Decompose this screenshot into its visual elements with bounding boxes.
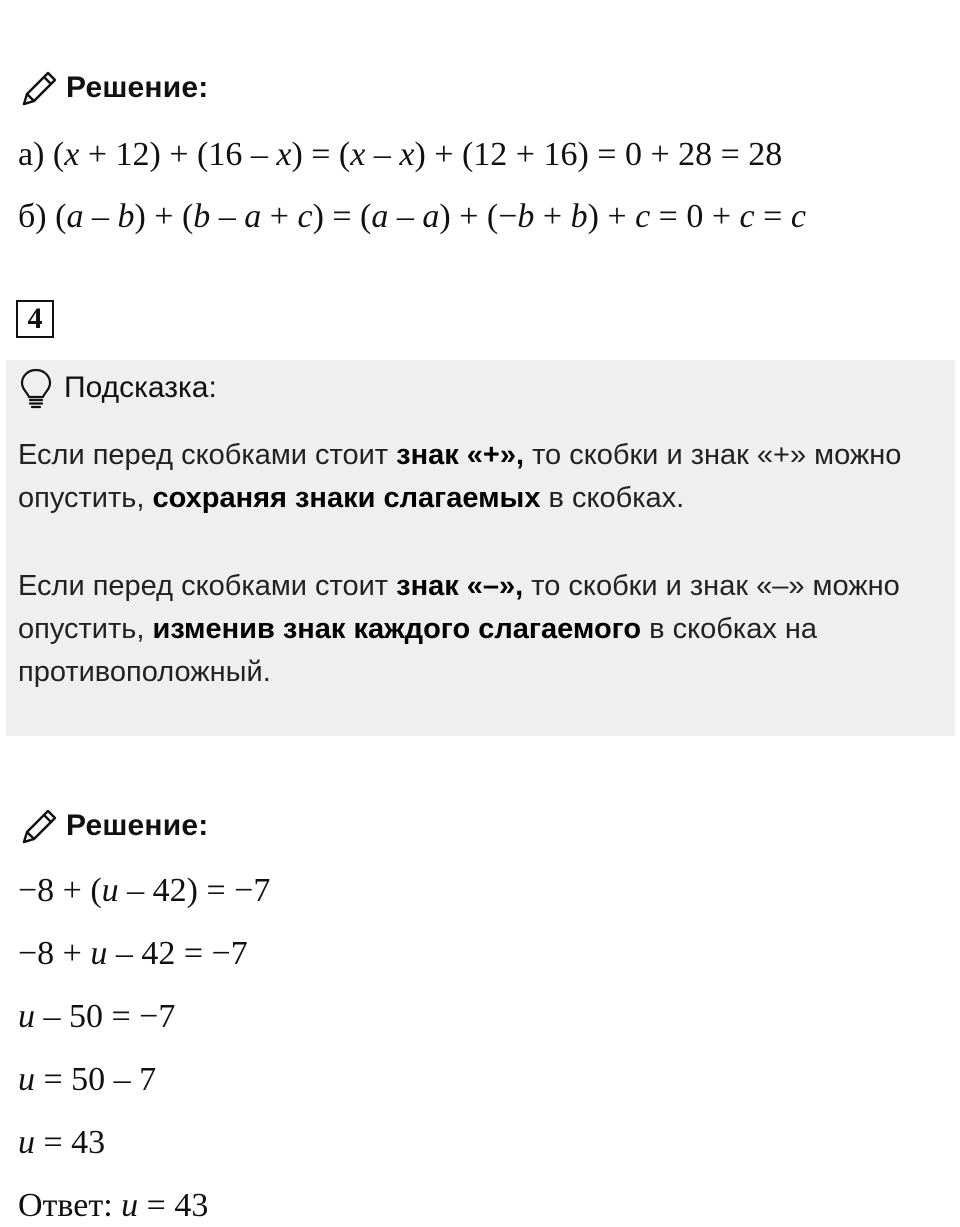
solution-line-a: а) (x + 12) + (16 – x) = (x – x) + (12 + 16) = 0 + 28 = 28 (18, 136, 783, 173)
equation-step-5: u = 43 (18, 1124, 106, 1161)
lightbulb-icon (18, 366, 54, 410)
equation-step-4: u = 50 – 7 (18, 1061, 157, 1098)
hint-paragraph-1: Если перед скобками стоит знак «+», то скобки и знак «+» можно опустить, сохраняя знаки слагаемых в скобках. (18, 439, 902, 514)
hint-heading-label: Подсказка: (64, 371, 217, 404)
answer-line: Ответ: u = 43 (18, 1187, 209, 1224)
equation-step-1: −8 + (u – 42) = −7 (18, 872, 271, 909)
task-number-badge: 4 (16, 300, 54, 338)
equation-step-3: u – 50 = −7 (18, 998, 176, 1035)
solution-heading-label: Решение: (66, 809, 209, 842)
solution-heading-1 (18, 66, 208, 110)
hint-heading (18, 366, 217, 410)
pencil-icon (18, 804, 62, 848)
pencil-icon (18, 66, 62, 110)
solution-line-b: б) (a – b) + (b – a + c) = (a – a) + (−b + b) + c = 0 + c = c (18, 198, 806, 235)
hint-paragraph-2: Если перед скобками стоит знак «–», то скобки и знак «–» можно опустить, изменив знак каждого слагаемого в скобках на противоположный. (18, 570, 900, 688)
solution-heading-label: Решение: (66, 71, 209, 104)
equation-step-2: −8 + u – 42 = −7 (18, 935, 248, 972)
solution-heading-2 (18, 804, 208, 848)
hint-box (6, 360, 955, 736)
